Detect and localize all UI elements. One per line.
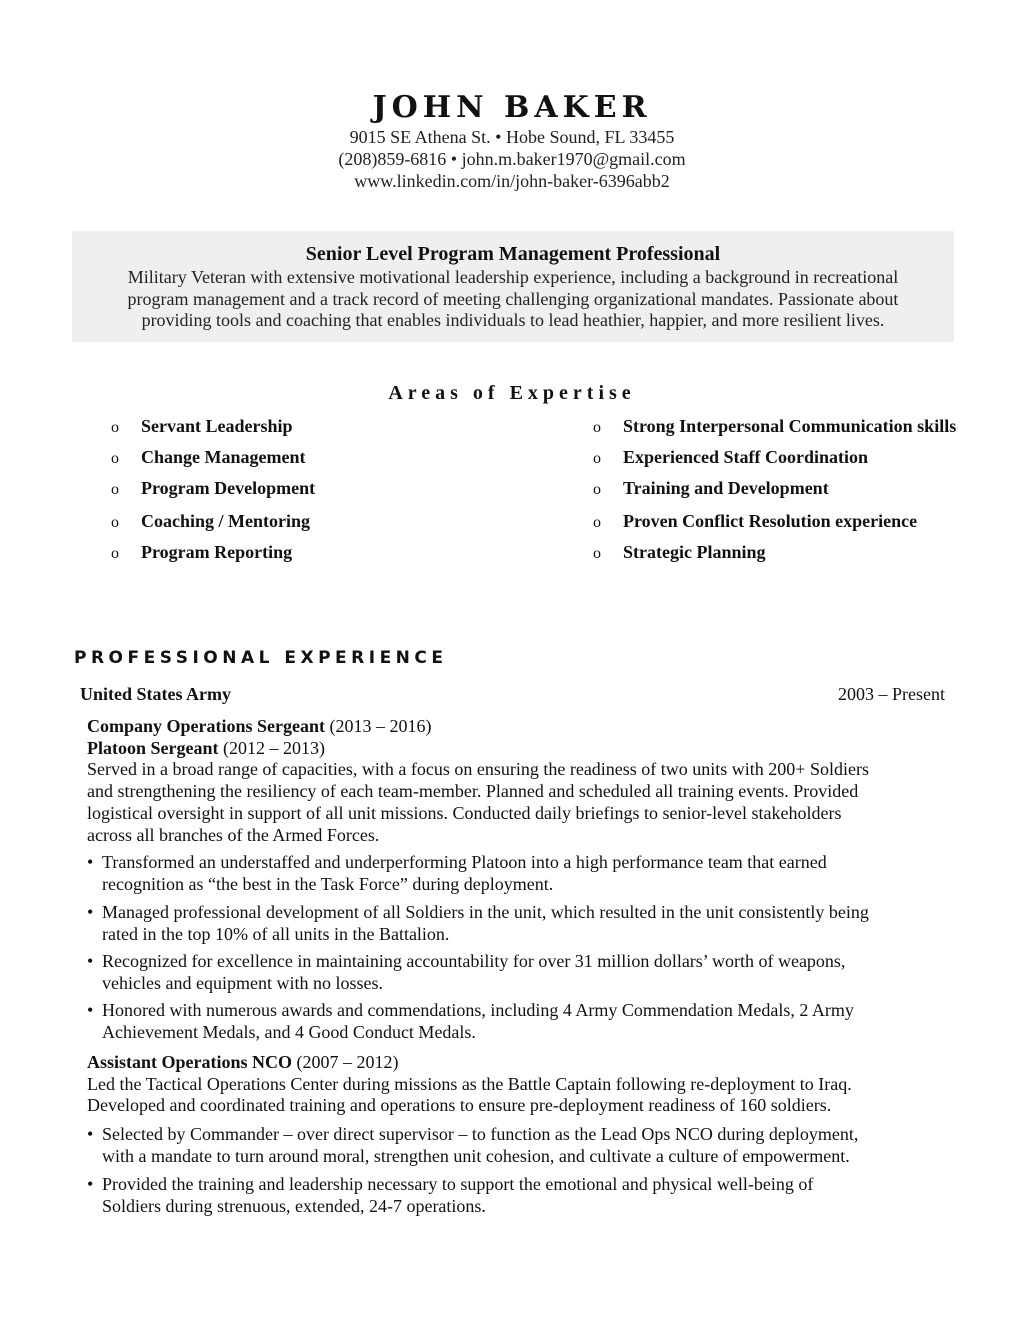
circle-bullet-icon: o	[593, 419, 601, 436]
role-description-line: across all branches of the Armed Forces.	[87, 824, 380, 845]
role-heading	[87, 738, 949, 760]
expertise-item: o Proven Conflict Resolution experience	[593, 511, 918, 531]
role-description-line: Led the Tactical Operations Center during missions as the Battle Captain following re-deployment to Iraq.	[87, 1073, 852, 1094]
bullet-icon: •	[87, 951, 94, 971]
expertise-item: o Coaching / Mentoring	[111, 511, 310, 531]
employer-row	[80, 684, 945, 705]
circle-bullet-icon: o	[593, 514, 601, 531]
circle-bullet-icon: o	[111, 419, 119, 436]
role-heading	[87, 716, 949, 738]
role-block	[87, 1052, 949, 1117]
role-title: Platoon Sergeant	[87, 737, 219, 758]
candidate-name: JOHN BAKER	[372, 90, 652, 125]
circle-bullet-icon: o	[593, 481, 601, 498]
circle-bullet-icon: o	[111, 481, 119, 498]
areas-of-expertise-heading: Areas of Expertise	[388, 382, 636, 404]
expertise-item: o Experienced Staff Coordination	[593, 447, 868, 467]
role-dates: (2012 – 2013)	[218, 737, 325, 758]
circle-bullet-icon: o	[593, 545, 601, 562]
employer-dates: 2003 – Present	[838, 684, 945, 704]
phone-email: (208)859-6816 • john.m.baker1970@gmail.com	[338, 149, 686, 169]
circle-bullet-icon: o	[111, 450, 119, 467]
circle-bullet-icon: o	[593, 450, 601, 467]
bullet-icon: •	[87, 852, 94, 872]
summary-line: Military Veteran with extensive motivational leadership experience, including a background in recreational	[127, 267, 899, 287]
role-title: Company Operations Sergeant	[87, 716, 325, 736]
employer-name: United States Army	[80, 684, 231, 704]
circle-bullet-icon: o	[111, 545, 119, 562]
professional-experience-heading: PROFESSIONAL EXPERIENCE	[74, 648, 448, 668]
achievement-bullet: • Provided the training and leadership necessary to support the emotional and physical well-being of Soldiers during strenuous, extended, 24-7 operations.	[87, 1174, 814, 1216]
expertise-item: o Strategic Planning	[593, 542, 766, 562]
expertise-item: o Program Reporting	[111, 542, 293, 562]
achievement-bullet: • Transformed an understaffed and underperforming Platoon into a high performance team that earned recognition as “the best in the Task Force” during deployment.	[87, 852, 827, 894]
expertise-item: o Servant Leadership	[111, 416, 293, 436]
linkedin-url: www.linkedin.com/in/john-baker-6396abb2	[354, 171, 670, 191]
role-description-line: Served in a broad range of capacities, with a focus on ensuring the readiness of two units with 200+ Soldiers	[87, 759, 869, 780]
bullet-icon: •	[87, 902, 94, 922]
address: 9015 SE Athena St. • Hobe Sound, FL 33455	[349, 127, 675, 147]
bullet-icon: •	[87, 1000, 94, 1020]
circle-bullet-icon: o	[111, 514, 119, 531]
summary-line: program management and a track record of meeting challenging organizational mandates. Passionate about	[127, 288, 899, 309]
achievement-bullet: • Managed professional development of all Soldiers in the unit, which resulted in the unit consistently being rated in the top 10% of all units in the Battalion.	[87, 902, 869, 944]
summary-box	[72, 231, 954, 342]
expertise-item: o Program Development	[111, 478, 316, 498]
bullet-icon: •	[87, 1174, 94, 1194]
summary-line: providing tools and coaching that enables individuals to lead heathier, happier, and more resilient lives.	[141, 310, 885, 330]
expertise-item: o Change Management	[111, 447, 306, 467]
role-dates: (2013 – 2016)	[325, 716, 432, 736]
bullet-icon: •	[87, 1124, 94, 1144]
role-description-line: Developed and coordinated training and operations to ensure pre-deployment readiness of 160 soldiers.	[87, 1095, 832, 1116]
resume-header	[0, 90, 1024, 192]
role-block	[87, 716, 949, 846]
role-heading	[87, 1052, 949, 1074]
achievement-bullet: • Honored with numerous awards and commendations, including 4 Army Commendation Medals, 2 Army Achievement Medals, and 4 Good Conduct Medals.	[87, 1000, 854, 1042]
role-dates: (2007 – 2012)	[292, 1052, 399, 1072]
role-description-line: and strengthening the resiliency of each team-member. Planned and scheduled all training events. Provided	[87, 781, 859, 802]
expertise-item: o Strong Interpersonal Communication skills	[593, 416, 957, 436]
achievement-bullet: • Selected by Commander – over direct supervisor – to function as the Lead Ops NCO during deployment, with a mandate to turn around moral, strengthen unit cohesion, and cultivate a culture of empowerment.	[87, 1124, 859, 1166]
achievement-bullet: • Recognized for excellence in maintaining accountability for over 31 million dollars’ worth of weapons, vehicles and equipment with no losses.	[87, 951, 846, 993]
role-description-line: logistical oversight in support of all unit missions. Conducted daily briefings to senior-level stakeholders	[87, 802, 842, 823]
expertise-item: o Training and Development	[593, 478, 829, 498]
role-title: Assistant Operations NCO	[87, 1052, 293, 1072]
summary-title: Senior Level Program Management Professional	[305, 243, 721, 265]
